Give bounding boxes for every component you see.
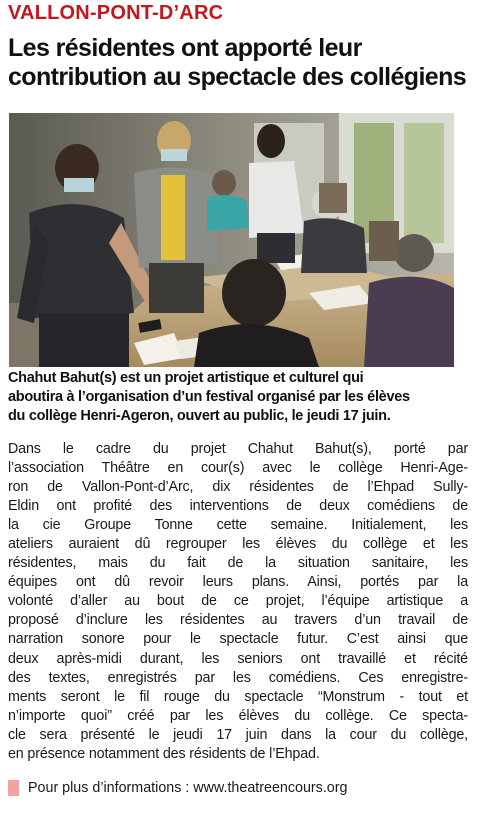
body-line: équipes ont dû revoir leurs plans. Ainsi, portés par la (8, 574, 468, 591)
body-line: des textes, enregistrés par les comédiens. Ces enregistre- (8, 669, 468, 686)
caption-line: aboutira à l’organisation d’un festival organisé par les élèves (8, 389, 410, 405)
photo-workshop-scene-icon (9, 113, 454, 367)
body-line: cle sera présenté le jeudi 17 juin dans la cour du collège, (8, 726, 468, 743)
body-line: Eldin ont profité des interventions de deux comédiens de (8, 498, 468, 515)
body-line: Dans le cadre du projet Chahut Bahut(s), porté par (8, 441, 468, 457)
body-line: n’importe quoi” créé par les élèves du collège. Ce specta- (8, 707, 468, 724)
caption-line: Chahut Bahut(s) est un projet artistique et culturel qui (8, 370, 364, 386)
footer-info (8, 779, 347, 797)
photo-caption (8, 369, 470, 426)
footer-link-text[interactable]: Pour plus d’informations : www.theatreencours.org (28, 780, 348, 796)
body-line: résidentes, mais du fait de la situation sanitaire, les (8, 555, 468, 572)
body-line: deux après-midi durant, les seniors ont travaillé et récité (8, 650, 468, 667)
body-line: l’association Théâtre en cour(s) avec le collège Henri-Age- (8, 460, 468, 477)
article-body (8, 440, 468, 764)
body-line: ateliers auraient dû regrouper les élèves du collège et les (8, 536, 468, 553)
body-line: la cie Groupe Tonne cette semaine. Initialement, les (8, 517, 468, 534)
body-line: ments seront le fil rouge du spectacle “Monstrum - tout et (8, 688, 468, 705)
caption-line: du collège Henri-Ageron, ouvert au public, le jeudi 17 juin. (8, 408, 391, 424)
headline-line: contribution au spectacle des collégiens (8, 63, 467, 91)
article-photo (9, 113, 454, 367)
footer-marker-icon (8, 780, 19, 796)
headline (8, 34, 473, 92)
body-line: ron de Vallon-Pont-d’Arc, dix résidentes de l’Ehpad Sully- (8, 479, 468, 496)
headline-line: Les résidentes ont apporté leur (8, 34, 362, 62)
body-line: volonté d’aller au bout de ce projet, l’équipe artistique a (8, 593, 468, 610)
body-line: narration sonore pour le spectacle futur. C’est ainsi que (8, 631, 468, 648)
location-kicker: VALLON-PONT-D’ARC (8, 2, 224, 24)
body-line: en présence notamment des résidents de l’Ehpad. (8, 745, 320, 762)
body-line: proposé d’inclure les résidentes au travers d’un travail de (8, 612, 468, 629)
